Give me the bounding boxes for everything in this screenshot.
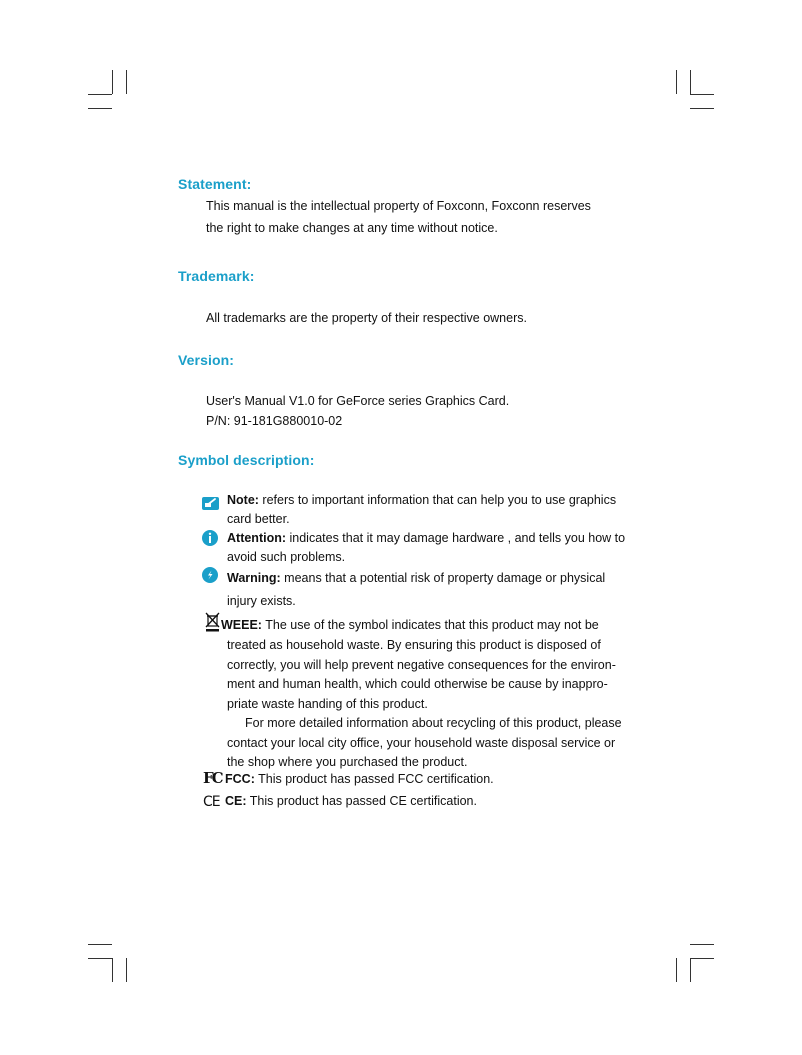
attention-text: avoid such problems. xyxy=(227,549,346,564)
ce-description xyxy=(225,792,645,811)
weee-text: the shop where you purchased the product. xyxy=(227,755,468,769)
crop-mark xyxy=(112,70,113,94)
weee-label: WEEE: xyxy=(221,618,262,632)
attention-label: Attention: xyxy=(227,531,287,545)
version-heading: Version: xyxy=(178,352,235,368)
statement-line: the right to make changes at any time without notice. xyxy=(206,221,498,235)
warning-label: Warning: xyxy=(227,571,281,585)
weee-text: correctly, you will help prevent negative consequences for the environ- xyxy=(227,657,616,672)
crop-mark xyxy=(690,944,714,945)
weee-text: ment and human health, which could otherwise be cause by inappro- xyxy=(227,677,608,691)
fcc-text: This product has passed FCC certification. xyxy=(254,772,494,786)
weee-description xyxy=(221,616,651,635)
crop-mark xyxy=(676,70,677,94)
crop-mark xyxy=(88,958,112,959)
ce-text: This product has passed CE certification. xyxy=(246,794,477,808)
ce-label: CE: xyxy=(225,794,247,808)
crop-mark xyxy=(88,944,112,945)
crop-mark xyxy=(126,958,127,982)
weee-description xyxy=(227,636,657,773)
warning-icon xyxy=(202,567,218,588)
crop-mark xyxy=(88,108,112,109)
version-line: P/N: 91-181G880010-02 xyxy=(206,414,343,428)
crop-mark xyxy=(690,70,691,94)
weee-text: priate waste handing of this product. xyxy=(227,696,428,711)
warning-text: means that a potential risk of property damage or physical xyxy=(280,571,606,585)
version-line: User's Manual V1.0 for GeForce series Graphics Card. xyxy=(206,394,510,408)
trademark-heading: Trademark: xyxy=(178,268,255,284)
weee-text: treated as household waste. By ensuring this product is disposed of xyxy=(227,638,601,652)
statement-line: This manual is the intellectual property of Foxconn, Foxconn reserves xyxy=(206,199,591,213)
note-icon xyxy=(201,494,221,517)
weee-bin-icon xyxy=(205,612,220,637)
warning-text: injury exists. xyxy=(227,594,296,608)
symbol-description-heading: Symbol description: xyxy=(178,452,315,468)
crop-mark xyxy=(676,958,677,982)
crop-mark xyxy=(690,108,714,109)
statement-heading: Statement: xyxy=(178,176,252,192)
weee-text: For more detailed information about recycling of this product, please xyxy=(245,716,622,730)
attention-text: indicates that it may damage hardware , and tells you how to xyxy=(286,531,626,545)
note-description xyxy=(227,491,647,528)
crop-mark xyxy=(112,958,113,982)
fcc-description xyxy=(225,770,645,789)
note-text: refers to important information that can help you to use graphics xyxy=(258,493,617,507)
crop-mark xyxy=(690,94,714,95)
weee-text: contact your local city office, your household waste disposal service or xyxy=(227,735,616,750)
note-text: card better. xyxy=(227,511,290,526)
crop-mark xyxy=(126,70,127,94)
attention-icon xyxy=(202,530,218,551)
attention-description xyxy=(227,529,647,566)
warning-description xyxy=(227,567,647,613)
crop-mark xyxy=(690,958,714,959)
fcc-label: FCC: xyxy=(225,772,255,786)
ce-logo-icon: CE xyxy=(203,794,220,810)
crop-mark xyxy=(690,958,691,982)
note-label: Note: xyxy=(227,493,259,507)
fcc-logo-icon: FC xyxy=(203,769,222,787)
weee-text: The use of the symbol indicates that this product may not be xyxy=(261,618,599,632)
trademark-text: All trademarks are the property of their respective owners. xyxy=(206,311,527,325)
crop-mark xyxy=(88,94,112,95)
